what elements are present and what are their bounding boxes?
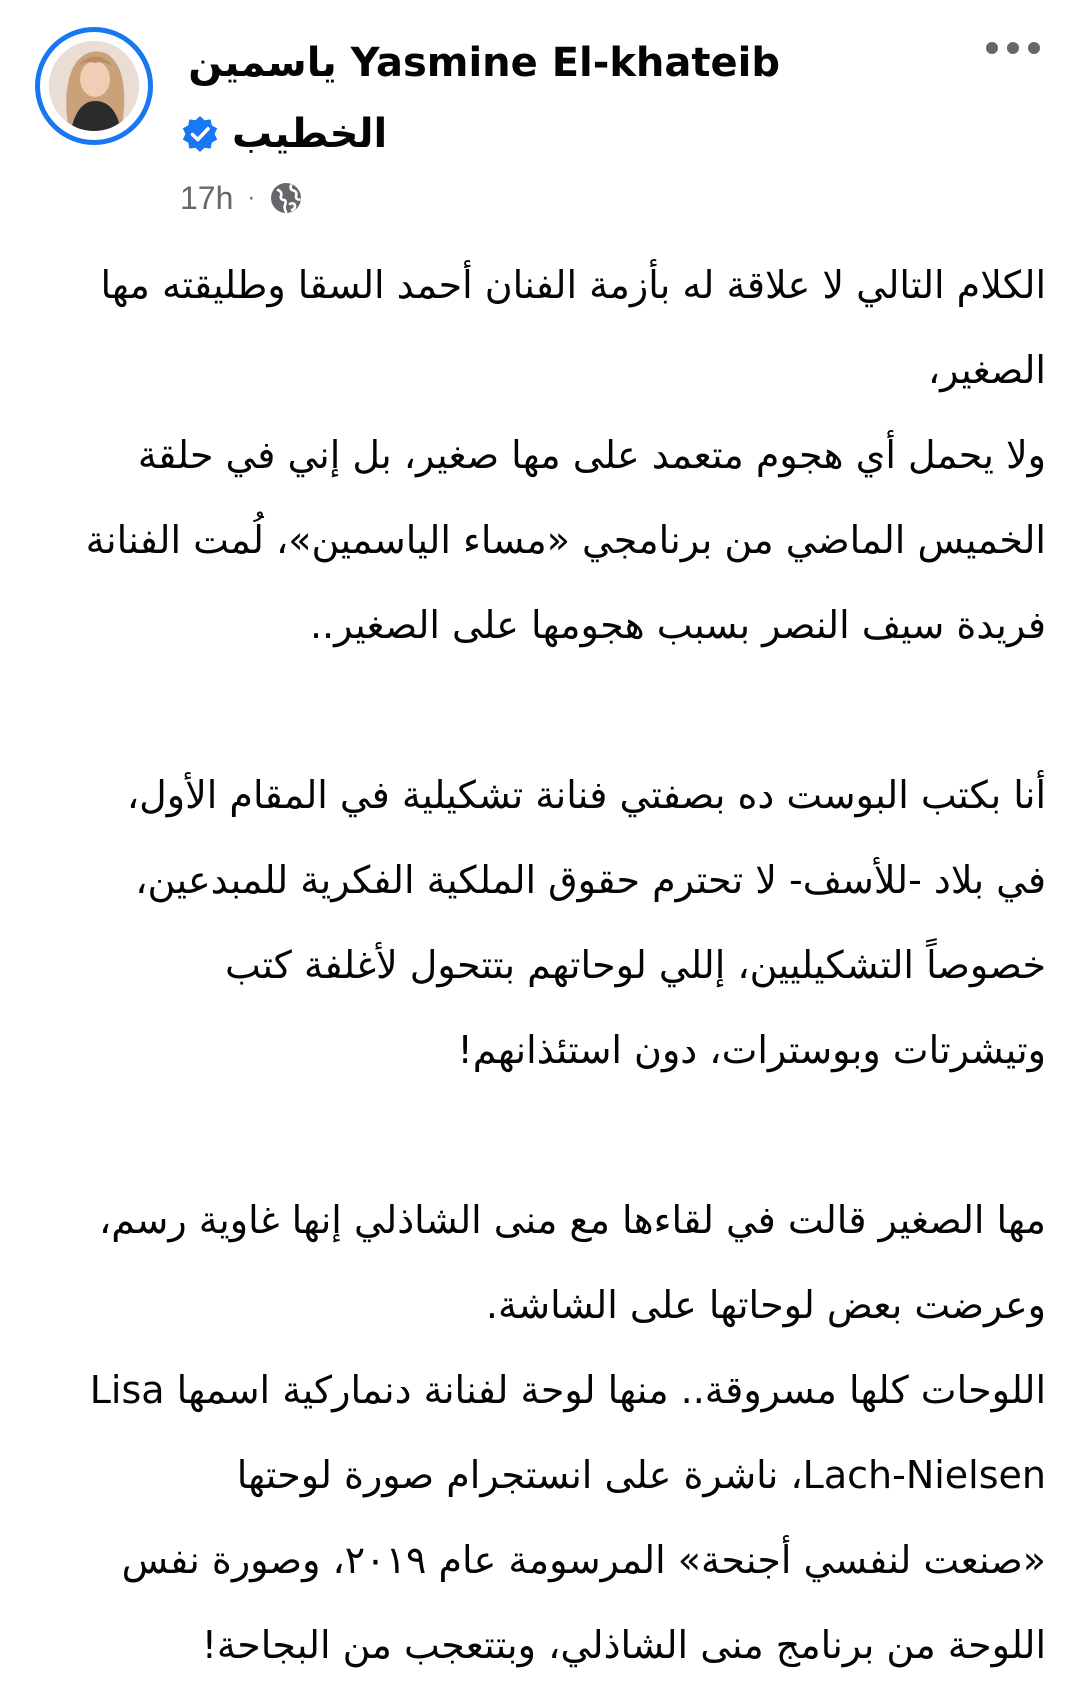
author-name-line1[interactable]: Yasmine El-khateib ياسمين [188,40,780,86]
post-text-line: Lach-Nielsen، ناشرة على انستجرام صورة لوحتها [236,1453,1046,1497]
post-text-line: الخميس الماضي من برنامجي «مساء الياسمين»، لُمت الفنانة [85,518,1046,562]
avatar-photo-icon [49,41,139,131]
author-name-line2[interactable]: الخطيب [232,111,388,157]
post-text-line: مها الصغير قالت في لقاءها مع منى الشاذلي إنها غاوية رسم، [98,1198,1046,1242]
post-text-line: الصغير، [927,348,1046,392]
post-body [34,243,1046,1688]
post-text-line: الكلام التالي لا علاقة له بأزمة الفنان أحمد السقا وطليقته مها [100,263,1046,307]
post-meta [180,175,303,221]
avatar-story-ring[interactable] [35,27,153,145]
avatar[interactable] [49,41,139,131]
author-name-line2-row[interactable] [180,94,387,174]
post-text-line: في بلاد -للأسف- لا تحترم حقوق الملكية الفكرية للمبدعين، [135,858,1046,902]
more-dot [1028,42,1040,54]
globe-icon[interactable] [269,181,303,215]
more-options-icon[interactable] [986,38,1046,58]
post-paragraph-1 [34,243,1046,668]
post-text-line: فريدة سيف النصر بسبب هجومها على الصغير.. [309,603,1046,647]
more-dot [986,42,998,54]
post-text-line: «صنعت لنفسي أجنحة» المرسومة عام ٢٠١٩، وصورة نفس [121,1538,1046,1582]
post-paragraph-3 [34,1178,1046,1688]
verified-badge-icon [180,114,220,154]
post-text-line: وعرضت بعض لوحاتها على الشاشة. [485,1283,1046,1327]
post-text-line: اللوحات كلها مسروقة.. منها لوحة لفنانة دنماركية اسمها Lisa [89,1368,1046,1412]
post-text-line: اللوحة من برنامج منى الشاذلي، وبتتعجب من البجاحة! [201,1623,1046,1667]
more-dot [1007,42,1019,54]
post-text-line: وتيشرتات وبوسترات، دون استئذانهم! [457,1028,1046,1072]
post-paragraph-2 [34,753,1046,1093]
post-text-line: خصوصاً التشكيليين، إللي لوحاتهم بتتحول لأغلفة كتب [225,943,1046,987]
post-text-line: أنا بكتب البوست ده بصفتي فنانة تشكيلية في المقام الأول، [126,773,1046,817]
meta-separator: · [247,184,256,211]
post-text-line: ولا يحمل أي هجوم متعمد على مها صغير، بل إني في حلقة [137,433,1046,477]
post-timestamp[interactable]: 17h [180,179,234,216]
